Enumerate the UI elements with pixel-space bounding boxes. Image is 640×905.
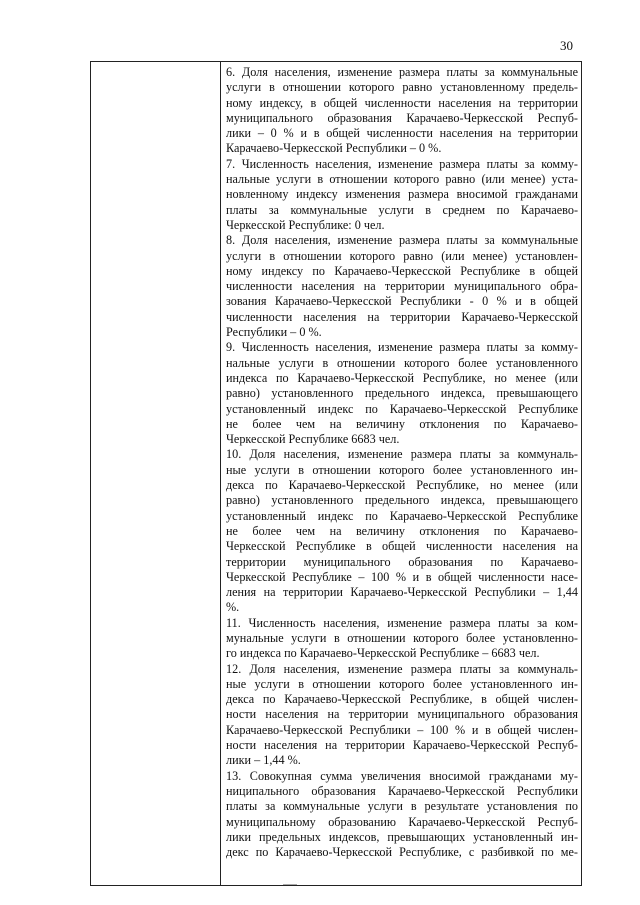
text-line: зования Карачаево-Черкесской Республики - 0 % и в общей <box>226 294 578 309</box>
text-line: платы за коммунальные услуги в среднем по Карачаево- <box>226 202 578 217</box>
text-line: численности населения на территории муниципального обра- <box>226 279 578 294</box>
text-line: Черкесской Республике в общей численности населения на <box>226 539 578 554</box>
empty-left-cell <box>220 62 221 885</box>
text-line: 13. Совокупная сумма увеличения вносимой гражданами му- <box>226 768 578 783</box>
text-line: Карачаево-Черкесской Республики – 100 % и в общей числен- <box>226 722 578 737</box>
text-line: Черкесской Республике – 100 % и в общей численности насе- <box>226 569 578 584</box>
text-line: 12. Доля населения, изменение размера платы за коммуналь- <box>226 661 578 676</box>
text-line: услуги в отношении которого равно (или менее) установлен- <box>226 248 578 263</box>
text-line: 10. Доля населения, изменение размера платы за коммуналь- <box>226 447 578 462</box>
text-line: 11. Численность населения, изменение размера платы за ком- <box>226 615 578 630</box>
text-line: территории муниципального образования по Карачаево- <box>226 554 578 569</box>
text-line: лики – 1,44 %. <box>226 753 301 768</box>
text-line: мунальные услуги в отношении которого более установленно- <box>226 630 578 645</box>
text-line: ления на территории Карачаево-Черкесской Республики – 1,44 <box>226 585 578 600</box>
text-line: лики предельных индексов, превышающих установленный ин- <box>226 829 578 844</box>
text-line: го индекса по Карачаево-Черкесской Республике – 6683 чел. <box>226 646 540 661</box>
text-line: ности населения на территории муниципального образования <box>226 707 578 722</box>
text-line: ниципального образования Карачаево-Черкесской Республики <box>226 783 578 798</box>
text-line: 8. Доля населения, изменение размера платы за коммунальные <box>226 233 578 248</box>
text-line: %. <box>226 600 240 615</box>
text-line: муниципальному образованию Карачаево-Черкесской Респуб- <box>226 814 578 829</box>
text-line: услуги в отношении которого равно установленному предель- <box>226 80 578 95</box>
text-line: 7. Численность населения, изменение размера платы за комму- <box>226 156 578 171</box>
scan-speck <box>283 884 297 885</box>
document-table <box>90 61 582 886</box>
text-line: не более чем на величину отклонения по Карачаево- <box>226 523 578 538</box>
text-line: ные услуги в отношении которого более установленного ин- <box>226 462 578 477</box>
text-line: численности населения на территории Карачаево-Черкесской <box>226 309 578 324</box>
text-line: муниципального образования Карачаево-Черкесской Респуб- <box>226 110 578 125</box>
text-line: ному индексу, в общей численности населения на территории <box>226 95 578 110</box>
text-line: Республики – 0 %. <box>226 325 322 340</box>
text-line: Черкесской Республике: 0 чел. <box>226 217 385 232</box>
text-line: 9. Численность населения, изменение размера платы за комму- <box>226 340 578 355</box>
text-line: новленному индексу изменения размера вносимой гражданами <box>226 187 578 202</box>
text-line: не более чем на величину отклонения по Карачаево- <box>226 416 578 431</box>
text-line: декса по Карачаево-Черкесской Республике, в общей числен- <box>226 692 578 707</box>
text-line: ности населения на территории Карачаево-Черкесской Респуб- <box>226 738 578 753</box>
text-line: установленный индекс по Карачаево-Черкесской Республике <box>226 508 578 523</box>
text-line: платы за коммунальные услуги в результате установления по <box>226 799 578 814</box>
text-line: равно) установленного предельного индекса, превышающего <box>226 493 578 508</box>
text-line: лики – 0 % и в общей численности населения на территории <box>226 126 578 141</box>
page-number: 30 <box>560 38 573 53</box>
text-line: нальные услуги в отношении которого равно (или менее) уста- <box>226 172 578 187</box>
text-line: ному индексу по Карачаево-Черкесской Республике в общей <box>226 263 578 278</box>
text-line: Карачаево-Черкесской Республики – 0 %. <box>226 141 442 156</box>
text-line: установленный индекс по Карачаево-Черкесской Республике <box>226 401 578 416</box>
text-line: индекса по Карачаево-Черкесской Республике, но менее (или <box>226 370 578 385</box>
content-cell <box>226 65 578 860</box>
text-line: нальные услуги в отношении которого более установленного <box>226 355 578 370</box>
text-line: ные услуги в отношении которого более установленного ин- <box>226 676 578 691</box>
text-line: декса по Карачаево-Черкесской Республике, но менее (или <box>226 478 578 493</box>
text-line: Черкесской Республике 6683 чел. <box>226 432 400 447</box>
text-line: равно) установленного предельного индекса, превышающего <box>226 386 578 401</box>
text-line: декс по Карачаево-Черкесской Республике, с разбивкой по ме- <box>226 845 578 860</box>
text-line: 6. Доля населения, изменение размера платы за коммунальные <box>226 65 578 79</box>
